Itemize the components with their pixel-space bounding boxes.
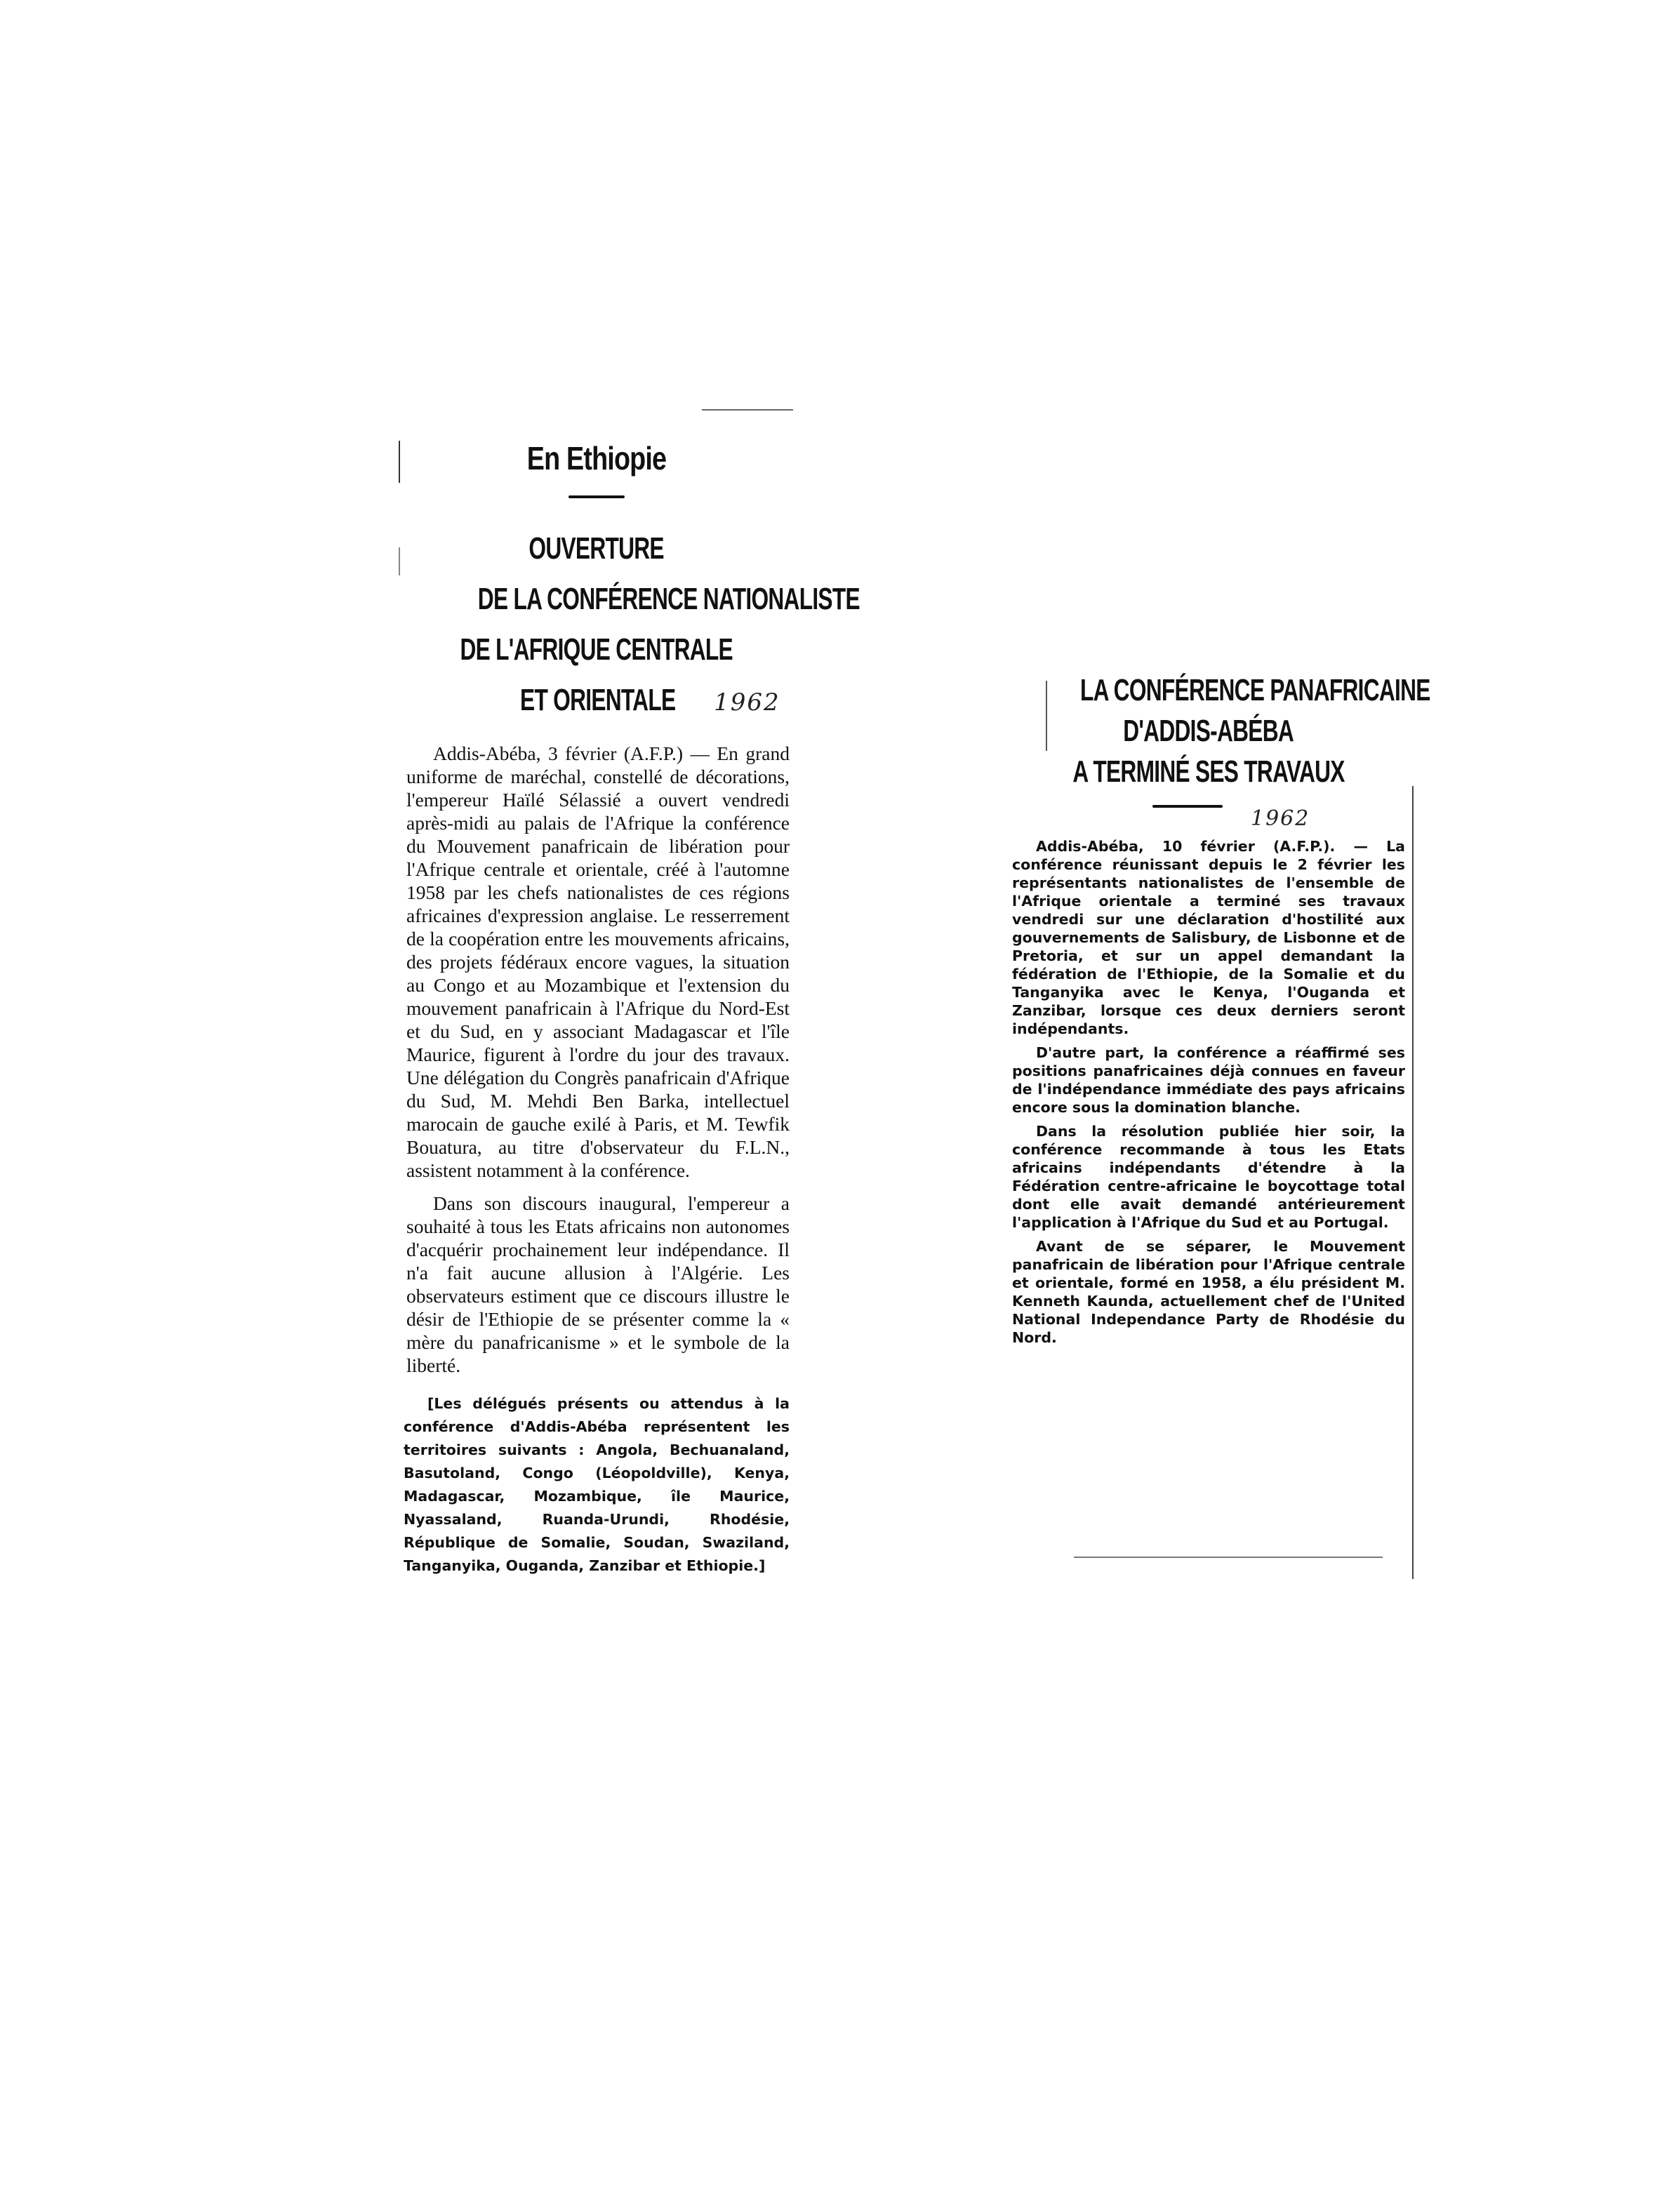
article-headline: [1012, 670, 1430, 792]
headline-line: DE L'AFRIQUE CENTRALE: [460, 632, 733, 667]
headline-line: OUVERTURE: [528, 531, 665, 566]
article-kicker: En Ethiopie: [526, 440, 667, 477]
article-clipping-conference-closing: [1012, 670, 1430, 1352]
headline-divider-row: [1012, 805, 1405, 833]
article-body: [1012, 837, 1405, 1347]
article-paragraph: Dans son discours inaugural, l'empereur a souhaité à tous les Etats africains non autonomes d'acquérir prochainement leur indépendance. Il n'a fait aucune allusion à l'Algérie. Les observateurs estiment que ce discours illustre le désir de l'Ethiopie de se présenter comme la « mère du panafricanisme » et le symbole de la liberté.: [406, 1192, 790, 1376]
headline-line: LA CONFÉRENCE PANAFRICAINE: [1079, 673, 1430, 707]
article-clipping-ethiopia-opening: [404, 440, 860, 1578]
clipping-edge-right-bottom: [1074, 1557, 1383, 1558]
clipping-edge-left-vertical: [399, 441, 400, 483]
handwritten-year-annotation: 1962: [1251, 806, 1310, 831]
clipping-edge-left-vertical-2: [399, 547, 400, 575]
kicker-divider: [569, 495, 625, 498]
clipping-edge-top-left: [702, 409, 793, 411]
article-paragraph: Dans la résolution publiée hier soir, la conférence recommande à tous les Etats africains indépendants d'étendre à la Fédération centre-africaine le boycottage total dont elle avait demandé antérieurement l'application à l'Afrique du Sud et au Portugal.: [1012, 1123, 1405, 1231]
article-paragraph: Avant de se séparer, le Mouvement panafricain de libération pour l'Afrique centrale et orientale, formé en 1958, a élu président M. Kenneth Kaunda, actuellement chef de l'United National Independance Party de Rhodésie du Nord.: [1012, 1238, 1405, 1346]
article-headline: [404, 524, 860, 728]
headline-line: ET ORIENTALE 1962: [520, 683, 780, 717]
headline-divider: [1152, 805, 1223, 808]
article-paragraph: Addis-Abéba, 10 février (A.F.P.). — La conférence réunissant depuis le 2 février les représentants nationalistes de l'ensemble de l'Afrique orientale a terminé ses travaux vendredi sur une déclaration d'hostilité aux gouvernements de Salisbury, de Lisbonne et de Pretoria, et sur un appel demandant la fédération de l'Ethiopie, de la Somalie et du Tanganyika avec le Kenya, l'Ouganda et Zanzibar, lorsque ces deux derniers seront indépendants.: [1012, 838, 1405, 1037]
handwritten-year-annotation: 1962: [714, 688, 780, 717]
article-body: [404, 742, 790, 1377]
article-paragraph: Addis-Abéba, 3 février (A.F.P.) — En grand uniforme de maréchal, constellé de décorations, l'empereur Haïlé Sélassié a ouvert vendredi après-midi au palais de l'Afrique la conférence du Mouvement panafricain de libération pour l'Afrique centrale et orientale, créé à l'automne 1958 par les chefs nationalistes de ces régions africaines d'expression anglaise. Le resserrement de la coopération entre les mouvements africains, des projets fédéraux encore vagues, la situation au Congo et au Mozambique et l'extension du mouvement panafricain à l'Afrique du Nord-Est et du Sud, en y associant Madagascar et l'île Maurice, figurent à l'ordre du jour des travaux. Une délégation du Congrès panafricain d'Afrique du Sud, M. Mehdi Ben Barka, intellectuel marocain de gauche exilé à Paris, et M. Tewfik Bouatura, au titre d'observateur du F.L.N., assistent notamment à la conférence.: [406, 742, 790, 1181]
delegates-note: [Les délégués présents ou attendus à la conférence d'Addis-Abéba représentent les territoires suivants : Angola, Bechuanaland, Basutoland, Congo (Léopoldville), Kenya, Madagascar, Mozambique, île Maurice, Nyassaland, Ruanda-Urundi, Rhodésie, République de Somalie, Soudan, Swaziland, Tanganyika, Ouganda, Zanzibar et Ethiopie.]: [404, 1395, 790, 1574]
headline-line: D'ADDIS-ABÉBA: [1123, 714, 1294, 748]
headline-line: DE LA CONFÉRENCE NATIONALISTE: [477, 582, 860, 616]
headline-line: A TERMINÉ SES TRAVAUX: [1072, 754, 1345, 789]
article-paragraph: D'autre part, la conférence a réaffirmé ses positions panafricaines déjà connues en faveur de l'indépendance immédiate des pays africains encore sous la domination blanche.: [1012, 1044, 1405, 1116]
clipping-edge-right-side: [1412, 786, 1414, 1579]
